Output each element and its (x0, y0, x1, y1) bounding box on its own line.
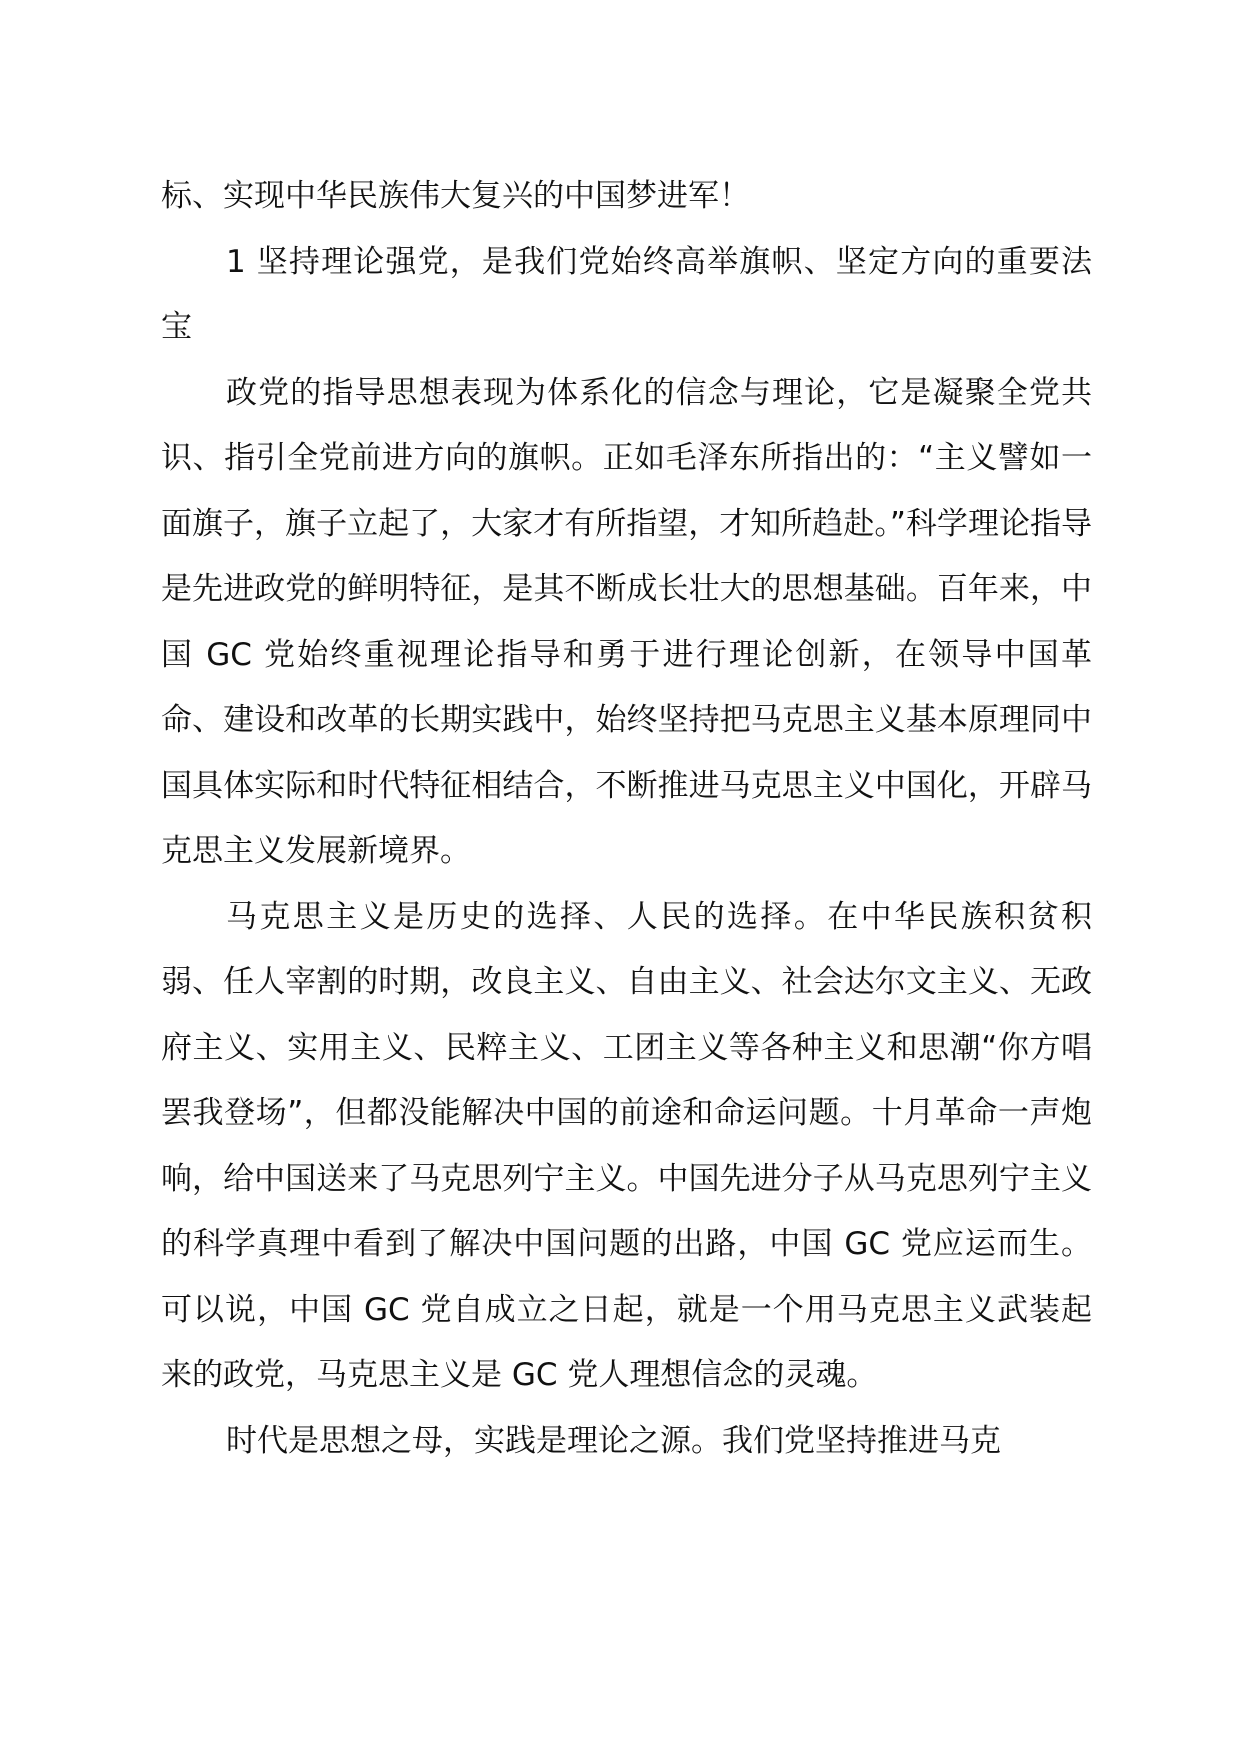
document-body (161, 164, 1092, 1474)
paragraph-continuation: 标、实现中华民族伟大复兴的中国梦进军！ (161, 178, 750, 214)
paragraph: 政党的指导思想表现为体系化的信念与理论，它是凝聚全党共识、指引全党前进方向的旗帜。正如毛泽东所指出的：“主义譬如一面旗子，旗子立起了，大家才有所指望，才知所趋赴。”科学理论指导是先进政党的鲜明特征，是其不断成长壮大的思想基础。百年来，中国 GC 党始终重视理论指导和勇于进行理论创新，在领导中国革命、建设和改革的长期实践中，始终坚持把马克思主义基本原理同中国具体实际和时代特征相结合，不断推进马克思主义中国化，开辟马克思主义发展新境界。 (161, 374, 1092, 869)
section-heading: 1 坚持理论强党，是我们党始终高举旗帜、坚定方向的重要法宝 (161, 243, 1092, 345)
paragraph: 马克思主义是历史的选择、人民的选择。在中华民族积贫积弱、任人宰割的时期，改良主义、自由主义、社会达尔文主义、无政府主义、实用主义、民粹主义、工团主义等各种主义和思潮“你方唱罢我登场”，但都没能解决中国的前途和命运问题。十月革命一声炮响，给中国送来了马克思列宁主义。中国先进分子从马克思列宁主义的科学真理中看到了解决中国问题的出路，中国 GC 党应运而生。可以说，中国 GC 党自成立之日起，就是一个用马克思主义武装起来的政党，马克思主义是 GC 党人理想信念的灵魂。 (161, 898, 1092, 1393)
paragraph: 时代是思想之母，实践是理论之源。我们党坚持推进马克 (226, 1422, 1001, 1459)
